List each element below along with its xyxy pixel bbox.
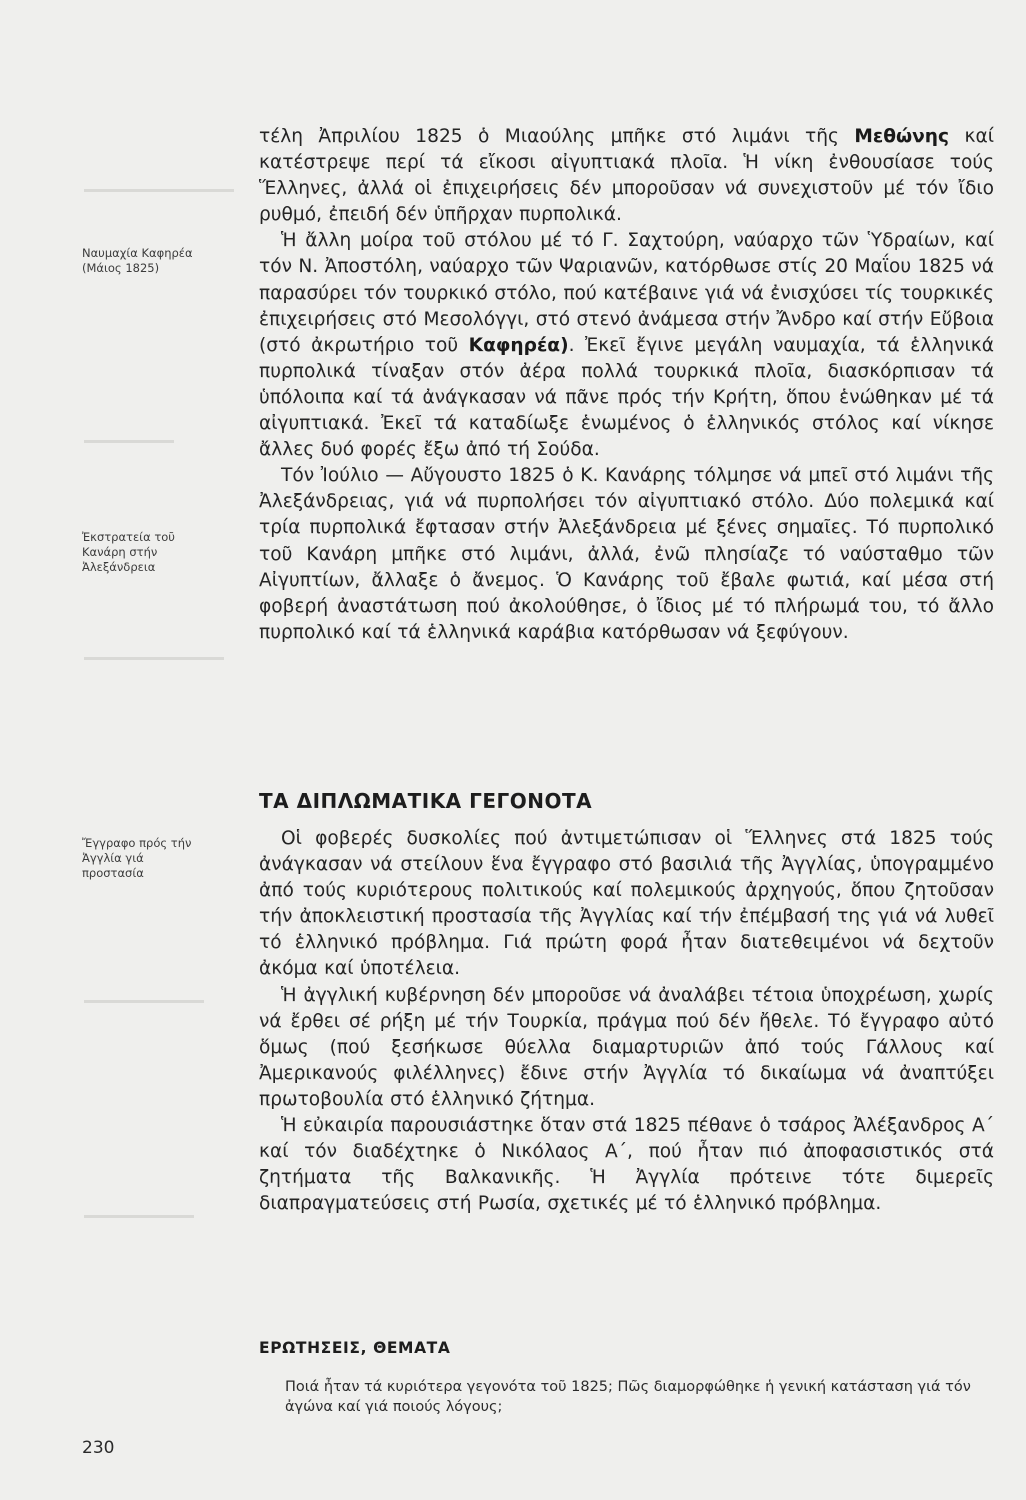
section-heading: ΤΑ ΔΙΠΛΩΜΑΤΙΚΑ ΓΕΓΟΝΟΤΑ [259,789,593,813]
margin-note-naumachia: Ναυμαχία Καφηρέα (Μάιος 1825) [82,246,193,275]
margin-note-ekstrateia: Ἐκστρατεία τοῦ Κανάρη στήν Ἀλεξάνδρεια [82,530,175,574]
page-number: 230 [82,1438,115,1458]
paragraph-kafireas [259,228,994,463]
paragraph-kanaris: Τόν Ἰούλιο — Αὔγουστο 1825 ὁ Κ. Κανάρης τόλμησε νά μπεῖ στό λιμάνι τῆς Ἀλεξάνδρειας, γιά νά πυρπολήσει τόν αἰγυπτιακό στόλο. Δύο πολεμικά καί τρία πυρπολικά ἔφτασαν στήν Ἀλεξάνδρεια μέ ξένες σημαῖες. Τό πυρπολικό τοῦ Κανάρη μπῆκε στό λιμάνι, ἀλλά, ἐνῶ πλησίαζε τό ναύσταθμο τῶν Αἰγυπτίων, ἄλλαξε ὁ ἄνεμος. Ὁ Κανάρης τοῦ ἔβαλε φωτιά, καί μέσα στή φοβερή ἀναστάτωση πού ἀκολούθησε, ὁ ἴδιος μέ τό πλήρωμά του, τό ἄλλο πυρπολικό καί τά ἑλληνικά καράβια κατόρθωσαν νά ξεφύγουν. [259,465,994,643]
paragraph-eggrafo: Οἱ φοβερές δυσκολίες πού ἀντιμετώπισαν οἱ Ἕλληνες στά 1825 τούς ἀνάγκασαν νά στείλουν ἕνα ἔγγραφο στό βασιλιά τῆς Ἀγγλίας, ὑπογραμμένο ἀπό τούς κυριότερους πολιτικούς καί πολεμικούς ἀρχηγούς, ὅπου ζητοῦσαν τήν ἀποκλειστική προστασία τῆς Ἀγγλίας καί τήν ἐπέμβασή της γιά νά λυθεῖ τό ἑλληνικό πρόβλημα. Γιά πρώτη φορά ἦταν διατεθειμένοι νά δεχτοῦν ἀκόμα καί ὑποτέλεια. [259,828,994,980]
bleed-through-mark [84,189,234,192]
paragraph-methoni [259,124,994,228]
paragraph-text: καί κατέστρεψε περί τά εἴκοσι αἰγυπτιακά πλοῖα. Ἡ νίκη ἐνθουσίασε τούς Ἕλληνες, ἀλλά οἱ ἐπιχειρήσεις δέν μποροῦσαν νά συνεχιστοῦν μέ τόν ἴδιο ρυθμό, ἐπειδή δέν ὑπῆρχαν πυρπολικά. [259,126,994,226]
main-text-section-1 [259,124,994,646]
main-text-section-2 [259,826,994,1217]
bleed-through-mark [84,1215,194,1218]
bold-place-name: Μεθώνης [854,126,950,147]
paragraph-text: Ἡ ἄλλη μοίρα τοῦ στόλου μέ τό Γ. Σαχτούρη, ναύαρχο τῶν Ὑδραίων, καί τόν Ν. Ἀποστόλη, ναύαρχο τῶν Ψαριανῶν, κατόρθωσε στίς 20 Μαΐου 1825 νά παρασύρει τόν τουρκικό στόλο, πού κατέβαινε γιά νά ἐνισχύσει τίς τουρκικές ἐπιχειρήσεις στό Μεσολόγγι, στό στενό ἀνάμεσα στήν Ἄνδρο καί στήν Εὔβοια (στό ἀκρωτήριο τοῦ [259,230,994,356]
questions-text: Ποιά ἦταν τά κυριότερα γεγονότα τοῦ 1825; Πῶς διαμορφώθηκε ἡ γενική κατάσταση γιά τόν ἀγώνα καί γιά ποιούς λόγους; [285,1379,971,1415]
bleed-through-mark [84,1000,204,1003]
paragraph-text: τέλη Ἀπριλίου 1825 ὁ Μιαούλης μπῆκε στό λιμάνι τῆς [259,126,855,147]
paragraph-nikolaos: Ἡ εὐκαιρία παρουσιάστηκε ὅταν στά 1825 πέθανε ὁ τσάρος Ἀλέξανδρος Α΄ καί τόν διαδέχτηκε ὁ Νικόλαος Α΄, πού ἦταν πιό ἀποφασιστικός στά ζητήματα τῆς Βαλκανικῆς. Ἡ Ἀγγλία πρότεινε τότε διμερεῖς διαπραγματεύσεις στή Ρωσία, σχετικές μέ τό ἑλληνικό πρόβλημα. [259,1115,994,1215]
bleed-through-mark [84,657,224,660]
bold-place-name: Καφηρέα) [468,334,569,356]
bleed-through-mark [84,440,174,443]
questions-heading: ΕΡΩΤΗΣΕΙΣ, ΘΕΜΑΤΑ [259,1339,451,1357]
paragraph-angliki-kyvernisi: Ἡ ἀγγλική κυβέρνηση δέν μποροῦσε νά ἀναλάβει τέτοια ὑποχρέωση, χωρίς νά ἔρθει σέ ρήξη μέ τήν Τουρκία, πράγμα πού δέν ἤθελε. Τό ἔγγραφο αὐτό ὅμως (πού ξεσήκωσε θύελλα διαμαρτυριῶν ἀπό τούς Γάλλους καί Ἀμερικανούς φιλέλληνες) ἔδινε στήν Ἀγγλία τό δικαίωμα νά ἀναπτύξει πρωτοβουλία στό ἑλληνικό ζήτημα. [259,984,994,1110]
paragraph-text: . Ἐκεῖ ἔγινε μεγάλη ναυμαχία, τά ἑλληνικά πυρπολικά τίναξαν στόν ἀέρα πολλά τουρκικά πλοῖα, διασκόρπισαν τά ὑπόλοιπα καί τά ἀνάγκασαν νά πᾶνε πρός τήν Κρήτη, ὅπου ἑνώθηκαν μέ τά αἰγυπτιακά. Ἐκεῖ τά καταδίωξε ἑνωμένος ὁ ἑλληνικός στόλος καί νίκησε ἄλλες δυό φορές ἔξω ἀπό τή Σούδα. [259,334,994,461]
margin-note-eggrafo: Ἔγγραφο πρός τήν Ἀγγλία γιά προστασία [82,836,192,880]
